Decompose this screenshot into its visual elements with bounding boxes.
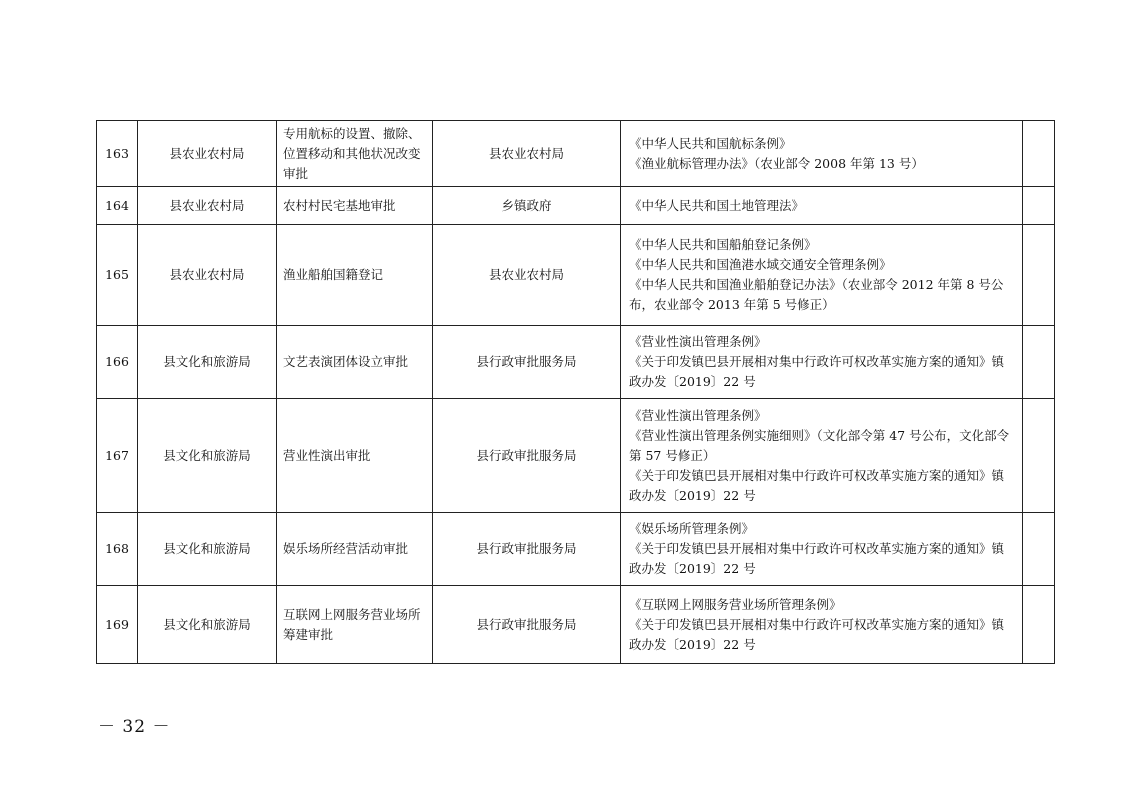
approval-item-cell: 渔业船舶国籍登记 [277, 225, 433, 326]
department-cell: 县农业农村局 [138, 121, 277, 187]
remarks-cell [1023, 225, 1055, 326]
item-number-cell: 168 [97, 513, 138, 586]
page-number: － 32 － [98, 717, 171, 737]
approval-item-cell: 娱乐场所经营活动审批 [277, 513, 433, 586]
legal-basis-cell [621, 326, 1023, 399]
table-row [97, 121, 1055, 187]
legal-basis-line: 《中华人民共和国渔港水域交通安全管理条例》 [629, 257, 892, 272]
legal-basis-cell [621, 513, 1023, 586]
remarks-cell [1023, 399, 1055, 513]
department-cell: 县文化和旅游局 [138, 513, 277, 586]
table-body [97, 121, 1055, 664]
remarks-cell [1023, 326, 1055, 399]
legal-basis-cell [621, 399, 1023, 513]
legal-basis-cell [621, 586, 1023, 664]
item-number-cell: 165 [97, 225, 138, 326]
implementing-agency-cell: 县农业农村局 [433, 121, 621, 187]
implementing-agency-cell: 县行政审批服务局 [433, 399, 621, 513]
approval-item-cell: 互联网上网服务营业场所筹建审批 [277, 586, 433, 664]
remarks-cell [1023, 121, 1055, 187]
remarks-cell [1023, 187, 1055, 225]
approval-item-cell: 农村村民宅基地审批 [277, 187, 433, 225]
department-cell: 县农业农村局 [138, 187, 277, 225]
implementing-agency-cell: 县农业农村局 [433, 225, 621, 326]
approval-item-cell: 营业性演出审批 [277, 399, 433, 513]
item-number-cell: 167 [97, 399, 138, 513]
item-number-cell: 163 [97, 121, 138, 187]
department-cell: 县农业农村局 [138, 225, 277, 326]
legal-basis-line: 《关于印发镇巴县开展相对集中行政许可权改革实施方案的通知》镇政办发〔2019〕22 号 [629, 541, 1005, 576]
table-row [97, 187, 1055, 225]
legal-basis-line: 《中华人民共和国土地管理法》 [629, 197, 805, 213]
legal-basis-line: 《关于印发镇巴县开展相对集中行政许可权改革实施方案的通知》镇政办发〔2019〕22 号 [629, 467, 1005, 503]
remarks-cell [1023, 586, 1055, 664]
item-number-cell: 169 [97, 586, 138, 664]
implementing-agency-cell: 县行政审批服务局 [433, 586, 621, 664]
legal-basis-line: 《关于印发镇巴县开展相对集中行政许可权改革实施方案的通知》镇政办发〔2019〕22 号 [629, 616, 1005, 652]
item-number-cell: 166 [97, 326, 138, 399]
legal-basis-line: 《关于印发镇巴县开展相对集中行政许可权改革实施方案的通知》镇政办发〔2019〕22 号 [629, 354, 1005, 389]
approval-items-table [96, 120, 1055, 664]
legal-basis-cell [621, 225, 1023, 326]
department-cell: 县文化和旅游局 [138, 586, 277, 664]
legal-basis-line: 《中华人民共和国船舶登记条例》 [629, 237, 817, 252]
legal-basis-line: 《娱乐场所管理条例》 [629, 521, 755, 536]
legal-basis-line: 《营业性演出管理条例》 [629, 407, 767, 423]
implementing-agency-cell: 县行政审批服务局 [433, 513, 621, 586]
implementing-agency-cell: 乡镇政府 [433, 187, 621, 225]
legal-basis-line: 《中华人民共和国航标条例》 [629, 135, 792, 151]
legal-basis-line: 《互联网上网服务营业场所管理条例》 [629, 596, 842, 612]
legal-basis-line: 《渔业航标管理办法》（农业部令 2008 年第 13 号） [629, 155, 924, 171]
table-row [97, 225, 1055, 326]
legal-basis-cell [621, 121, 1023, 187]
approval-item-cell: 文艺表演团体设立审批 [277, 326, 433, 399]
table-row [97, 513, 1055, 586]
department-cell: 县文化和旅游局 [138, 326, 277, 399]
department-cell: 县文化和旅游局 [138, 399, 277, 513]
item-number-cell: 164 [97, 187, 138, 225]
table-row [97, 326, 1055, 399]
approval-item-cell: 专用航标的设置、撤除、位置移动和其他状况改变审批 [277, 121, 433, 187]
legal-basis-line: 《营业性演出管理条例》 [629, 334, 767, 349]
legal-basis-cell [621, 187, 1023, 225]
table-row [97, 586, 1055, 664]
table-row [97, 399, 1055, 513]
legal-basis-line: 《营业性演出管理条例实施细则》（文化部令第 47 号公布，文化部令第 57 号修正） [629, 427, 1010, 463]
implementing-agency-cell: 县行政审批服务局 [433, 326, 621, 399]
remarks-cell [1023, 513, 1055, 586]
legal-basis-line: 《中华人民共和国渔业船舶登记办法》（农业部令 2012 年第 8 号公布，农业部令 2013 年第 5 号修正） [629, 277, 1004, 312]
